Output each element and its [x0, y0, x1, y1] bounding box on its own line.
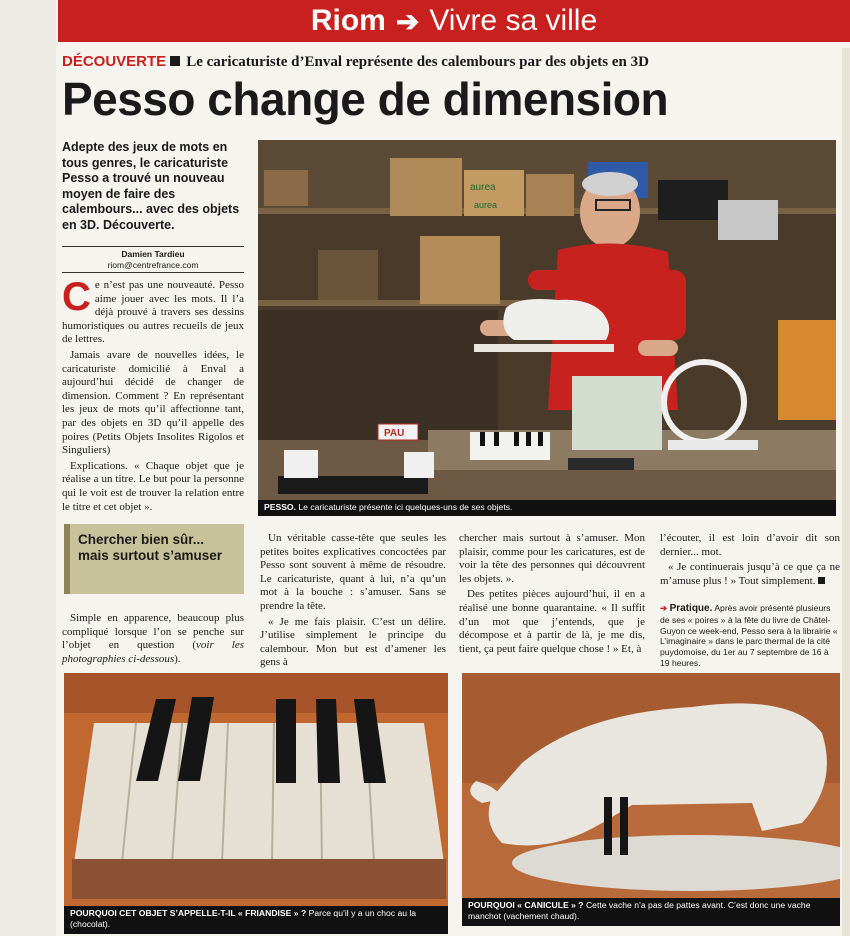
byline-divider-bottom [62, 272, 244, 273]
byline-author: Damien Tardieu [121, 249, 185, 259]
practical-text: Après avoir présenté plusieurs de ses « poires » à la fête du livre de Châtel-Guyon ce week-end, Pesso sera à la librairie « L’imaginaire » dans le parc thermal de la cité puydomoise, du 1er au 7 septembre de 16 à 19 heures. [660, 603, 838, 668]
arrow-right-icon: ➔ [660, 603, 668, 613]
page-edge [842, 48, 850, 936]
paragraph: l’écouter, il est loin d’avoir dit son dernier... mot. [660, 532, 840, 558]
end-mark-icon [818, 577, 825, 584]
byline [62, 249, 244, 271]
paragraph-text: ). [174, 652, 181, 665]
paragraph-text: Simple en apparence, beaucoup plus compliqué lorsque l’on se penche sur l’objet en question ( [62, 612, 244, 652]
article-column-1-bottom [62, 612, 244, 668]
caption-lead: POURQUOI CET OBJET S’APPELLE-T-IL « FRIANDISE » ? [70, 908, 307, 918]
byline-divider-top [62, 246, 244, 247]
header-section: Vivre sa ville [429, 4, 598, 37]
page-title: Pesso change de dimension [62, 73, 669, 125]
caption-lead: PESSO. [264, 502, 296, 512]
caption-text: Cette vache n’a pas de pattes avant. C’est donc une vache manchot (vachement chaud). [468, 900, 811, 921]
paragraph: Des petites pièces aujourd’hui, il en a réalisé une bonne quarantaine. « Il suffit d’un mot que j’entends, que je décompose et à partir de là, je me dis, tient, ça peut faire quelque chose ! » Et, à [459, 588, 645, 655]
standfirst: Adepte des jeux de mots en tous genres, le caricaturiste Pesso a trouvé un nouveau moyen de faire des calembours... avec des objets en 3D. Découverte. [62, 140, 240, 232]
cow-photo-caption [462, 898, 840, 926]
piano-photo [64, 673, 448, 906]
paragraph-text: « Je continuerais jusqu’à ce que ça ne m’amuse plus ! » Tout simplement. [660, 561, 840, 587]
paragraph [62, 612, 244, 666]
square-bullet-icon [170, 56, 180, 66]
paragraph: Jamais avare de nouvelles idées, le caricaturiste domicilié à Enval a aujourd’hui décidé de changer de dimension. Comment ? En représentant les jeux de mots qu’il affectionne tant, par des objets en 3D qu’il appelle des poires (Petits Objets Insolites Rigolos et Singuliers) [62, 348, 244, 457]
paragraph [62, 275, 244, 347]
paragraph-text: e n’est pas une nouveauté. Pesso aime jouer avec les mots. Il l’a déjà prouvé à travers ses dessins humoristiques ou autres recueils de jeux de lettres. [62, 279, 244, 346]
workshop-photo-illustration [258, 140, 836, 516]
paragraph: chercher mais surtout à s’amuser. Mon plaisir, comme pour les caricatures, est de voir la tête des personnes qui découvrent les objets. ». [459, 532, 645, 585]
box-label: aurea [470, 182, 496, 193]
subhead: Chercher bien sûr... mais surtout s’amuser [64, 524, 244, 594]
practical-info [660, 603, 840, 669]
paragraph: Un véritable casse-tête que seules les petites boites explicatives concoctées par Pesso sont souvent à même de résoudre. Le caricaturiste, quant à lui, n’a qu’un mot à la bouche : s’amuser. Sans se prendre la tête. [260, 532, 446, 612]
caption-text: Le caricaturiste présente ici quelques-uns de ses objets. [298, 502, 513, 512]
paragraph [660, 561, 840, 588]
page-margin [0, 0, 56, 936]
cow-sculpture-illustration [462, 673, 840, 898]
main-photo [258, 140, 836, 516]
article-column-4 [660, 532, 840, 590]
drop-cap: C [62, 275, 91, 319]
sign-label: PAU [384, 428, 405, 439]
kicker-deck: Le caricaturiste d’Enval représente des calembours par des objets en 3D [186, 54, 649, 70]
practical-label: Pratique. [669, 603, 713, 614]
byline-email: riom@centrefrance.com [107, 260, 199, 270]
header-city: Riom [310, 4, 386, 37]
paragraph: Explications. « Chaque objet que je réalise a un titre. Le but pour la personne qui le voit est de trouver la relation entre le titre et cet objet ». [62, 459, 244, 513]
piano-photo-caption [64, 906, 448, 934]
caption-text: Parce qu’il y a un choc au la (chocolat). [70, 908, 417, 929]
main-photo-caption [258, 500, 836, 516]
cow-photo [462, 673, 840, 898]
paragraph-italic: voir les photographies ci-dessous [62, 639, 244, 665]
kicker-rubric: DÉCOUVERTE [62, 53, 167, 70]
piano-keys-illustration [64, 673, 448, 906]
box-label: aurea [474, 200, 498, 210]
arrow-right-icon: ➔ [395, 5, 420, 37]
caption-lead: POURQUOI « CANICULE » ? [468, 900, 584, 910]
article-column-1 [62, 275, 244, 516]
paragraph: « Je me fais plaisir. C’est un délire. J’utilise simplement le principe du calembour. Mon but est d’amener les gens à [260, 615, 446, 669]
article-column-3 [459, 532, 645, 658]
article-column-2 [260, 532, 446, 672]
section-header [58, 0, 850, 42]
kicker [62, 53, 842, 71]
